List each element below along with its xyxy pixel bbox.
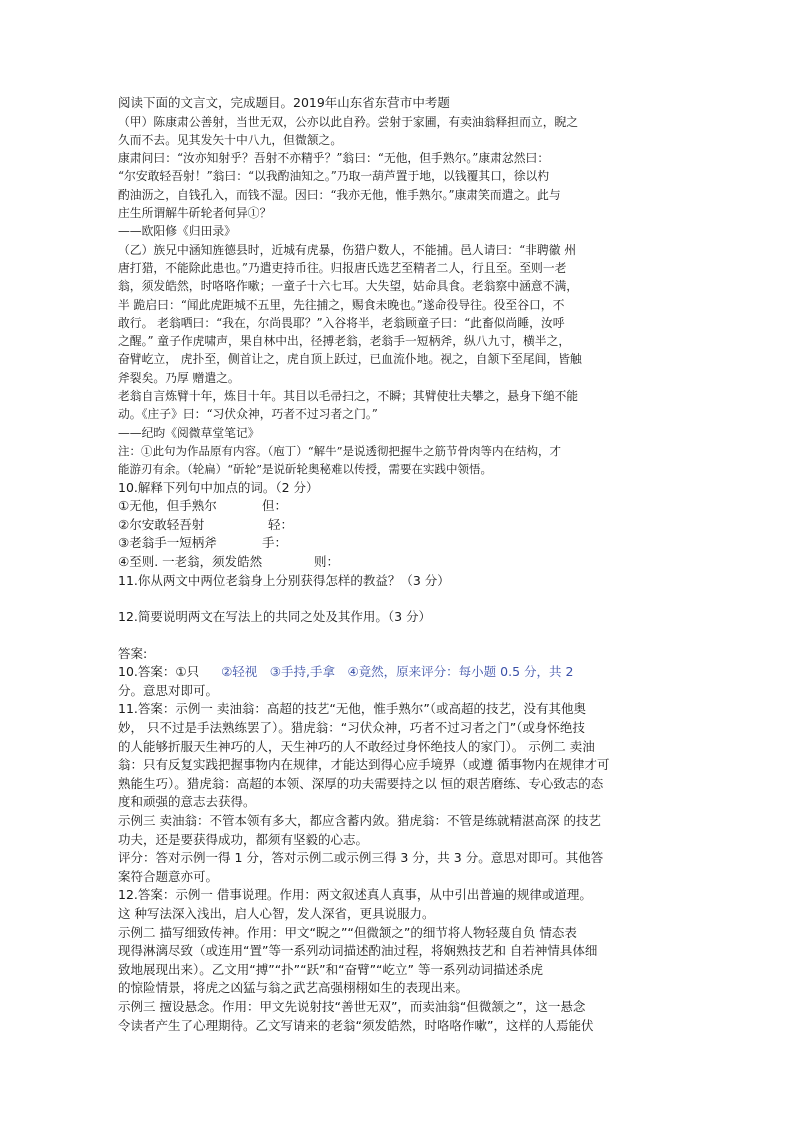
answer-11-line: 度和顽强的意志去获得。 — [118, 794, 256, 810]
question-10: 10.解释下列句中加点的词。（2 分） — [118, 479, 319, 495]
passage-b-line: 动。《庄子》曰：“习伏众神，巧者不过习者之门。” — [118, 407, 378, 422]
passage-b-line: 斧裂矣。乃厚 赠遣之。 — [118, 370, 240, 385]
answer-11-line: 的人能够折服天生神巧的人，天生神巧的人不敢经过身怀绝技人的家门）。 示例二 卖油 — [118, 738, 595, 754]
item-phrase: ①无他，但手熟尔 — [118, 498, 217, 514]
answer-11-line: 熟能生巧）。猎虎翁：高超的本领、深厚的功夫需要持之以 恒的艰苦磨练、专心致志的态 — [118, 775, 604, 791]
spacer — [118, 627, 678, 645]
passage-a-line: 久而不去。见其发矢十中八九，但微颔之。 — [118, 132, 343, 147]
passage-b-line: 老翁自言炼臂十年，炼目十年。其目以毛帚扫之，不瞬；其臂使壮夫攀之，悬身下缒不能 — [118, 389, 579, 404]
passage-b — [118, 241, 678, 442]
answer-12-line: 致地展现出来）。乙文用“搏”“扑”“跃”和“奋臂”“屹立” 等一系列动词描述杀虎 — [118, 961, 543, 977]
item-phrase: ④至则. 一老翁，须发皓然 — [118, 553, 263, 569]
answer-11-line: 案符合题意亦可。 — [118, 868, 219, 884]
footnote — [118, 442, 678, 479]
answer-12-line: 这 种写法深入浅出，启人心智，发人深省，更具说服力。 — [118, 906, 435, 921]
passage-b-source: ——纪昀《阅微草堂笔记》 — [118, 425, 260, 440]
answer-11-line: 11.答案：示例一 卖油翁：高超的技艺“无他，惟手熟尔”（或高超的技艺，没有其他奥 — [118, 701, 587, 717]
item-word: 则： — [314, 553, 340, 569]
passage-b-line: 之醒。” 童子作虎啸声，果自林中出，径搏老翁，老翁手一短柄斧，纵八九寸，横半之， — [118, 334, 571, 349]
question-12: 12.简要说明两文在写法上的共同之处及其作用。（3 分） — [118, 609, 432, 625]
passage-b-line: 翁，须发皓然，时咯咯作嗽；一童子十六七耳。大失望，姑命具食。老翁察中涵意不满， — [118, 279, 579, 294]
item-word: 手： — [262, 535, 288, 551]
answer-10-line — [118, 663, 678, 682]
passage-a-line: “尔安敢轻吾射！”翁曰：“以我酌油知之。”乃取一葫芦置于地，以钱覆其口，徐以杓 — [118, 169, 550, 184]
answer-10 — [118, 663, 678, 700]
answer-12-line: 现得淋漓尽致（或连用“置”等一系列动词描述酌油过程，将娴熟技艺和 自若神情具体细 — [118, 943, 598, 959]
header-line: 阅读下面的文言文，完成题目。2019年山东省东营市中考题 — [118, 95, 450, 110]
question-10-item — [118, 534, 678, 553]
passage-a-source: ——欧阳修《归田录》 — [118, 224, 236, 239]
footnote-line: 能游刃有余。（轮扁）“斫轮”是说斫轮奥秘难以传授，需要在实践中领悟。 — [118, 462, 493, 477]
passage-b-line: 半 跪启曰：“闻此虎距城不五里，先往捕之，赐食未晚也。”遂命役导往。役至谷口，不 — [118, 297, 565, 312]
answer-11-line: 示例三 卖油翁：不管本领有多大，都应含蓄内敛。猎虎翁：不管是练就精湛高深 的技艺 — [118, 813, 601, 829]
question-10-item — [118, 516, 678, 535]
answer-12-line: 示例三 擅设悬念。作用：甲文先说射技“善世无双”，而卖油翁“但微颔之”，这一悬念 — [118, 998, 586, 1014]
answer-11-line: 评分：答对示例一得 1 分，答对示例二或示例三得 3 分，共 3 分。意思对即可。其他答 — [118, 850, 604, 866]
question-10-item — [118, 553, 678, 572]
answer-12-line: 令读者产生了心理期待。乙文写请来的老翁“须发皓然，时咯咯作嗽”，这样的人焉能伏 — [118, 1017, 594, 1033]
passage-b-line: （乙）族兄中涵知旌德县时，近城有虎暴，伤猎户数人，不能捕。邑人请曰：“非聘徽 州 — [118, 242, 577, 257]
passage-a-line: 酌油沥之，自钱孔入，而钱不湿。因曰：“我亦无他，惟手熟尔。”康肃笑而遣之。此与 — [118, 187, 561, 202]
answer-12-line: 的惊险情景，将虎之凶猛与翁之武艺高强栩栩如生的表现出来。 — [118, 980, 469, 996]
item-phrase: ②尔安敢轻吾射 — [118, 516, 205, 532]
footnote-line: 注：①此句为作品原有内容。（庖丁）“解牛”是说透彻把握牛之筋节骨肉等内在结构，才 — [118, 443, 562, 458]
spacer — [118, 590, 678, 608]
answer-12-line: 12.答案：示例一 借事说理。作用：两文叙述真人真事，从中引出普遍的规律或道理。 — [118, 887, 592, 903]
question-10-item — [118, 497, 678, 516]
passage-a-line: 康肃问曰：“汝亦知射乎？吾射不亦精乎？”翁曰：“无他，但手熟尔。”康肃忿然曰： — [118, 151, 550, 166]
answer-11-line: 功夫，还是要获得成功，都须有坚毅的心志。 — [118, 831, 369, 847]
answer-12 — [118, 886, 678, 1035]
answer-11 — [118, 700, 678, 886]
document-page — [118, 94, 678, 1035]
passage-b-line: 奋臂屹立， 虎扑至，侧首让之，虎自顶上跃过，已血流仆地。视之，自颔下至尾闾，皆触 — [118, 352, 582, 367]
answer-11-line: 翁：只有反复实践把握事物内在规律，才能达到得心应手境界（或遵 循事物内在规律才可 — [118, 757, 610, 773]
question-11: 11.你从两文中两位老翁身上分别获得怎样的教益？（3 分） — [118, 572, 450, 588]
answer-10-rest: ②轻视 ③手持,手拿 ④竟然，原来评分：每小题 0.5 分，共 2 — [221, 664, 574, 680]
answer-12-line: 示例二 描写细致传神。作用：甲文“睨之”“但微颔之”的细节将人物轻蔑自负 情态表 — [118, 924, 577, 940]
answer-11-line: 妙， 只不过是手法熟练罢了）。猎虎翁：“习伏众神，巧者不过习者之门”（或身怀绝技 — [118, 720, 585, 736]
passage-a-line: 庄生所谓解牛斫轮者何异①？ — [118, 206, 272, 221]
item-word: 轻： — [268, 516, 294, 532]
passage-b-line: 唐打猎，不能除此患也。”乃遣吏持币往。归报唐氏选艺至精者二人，行且至。至则一老 — [118, 260, 567, 275]
answer-heading: 答案: — [118, 645, 148, 661]
answer-10-prefix: 10.答案：①只 — [118, 664, 200, 680]
passage-a-line: （甲）陈康肃公善射，当世无双，公亦以此自矜。尝射于家圃，有卖油翁释担而立，睨之 — [118, 114, 579, 129]
passage-b-line: 敢行。 老翁哂曰：“我在，尔尚畏耶？”入谷将半，老翁顾童子曰：“此畜似尚睡，汝呼 — [118, 315, 565, 330]
passage-a — [118, 113, 678, 241]
item-phrase: ③老翁手一短柄斧 — [118, 535, 217, 551]
item-word: 但： — [262, 498, 288, 514]
question-10-items — [118, 497, 678, 571]
answer-10-line: 分。意思对即可。 — [118, 682, 219, 698]
